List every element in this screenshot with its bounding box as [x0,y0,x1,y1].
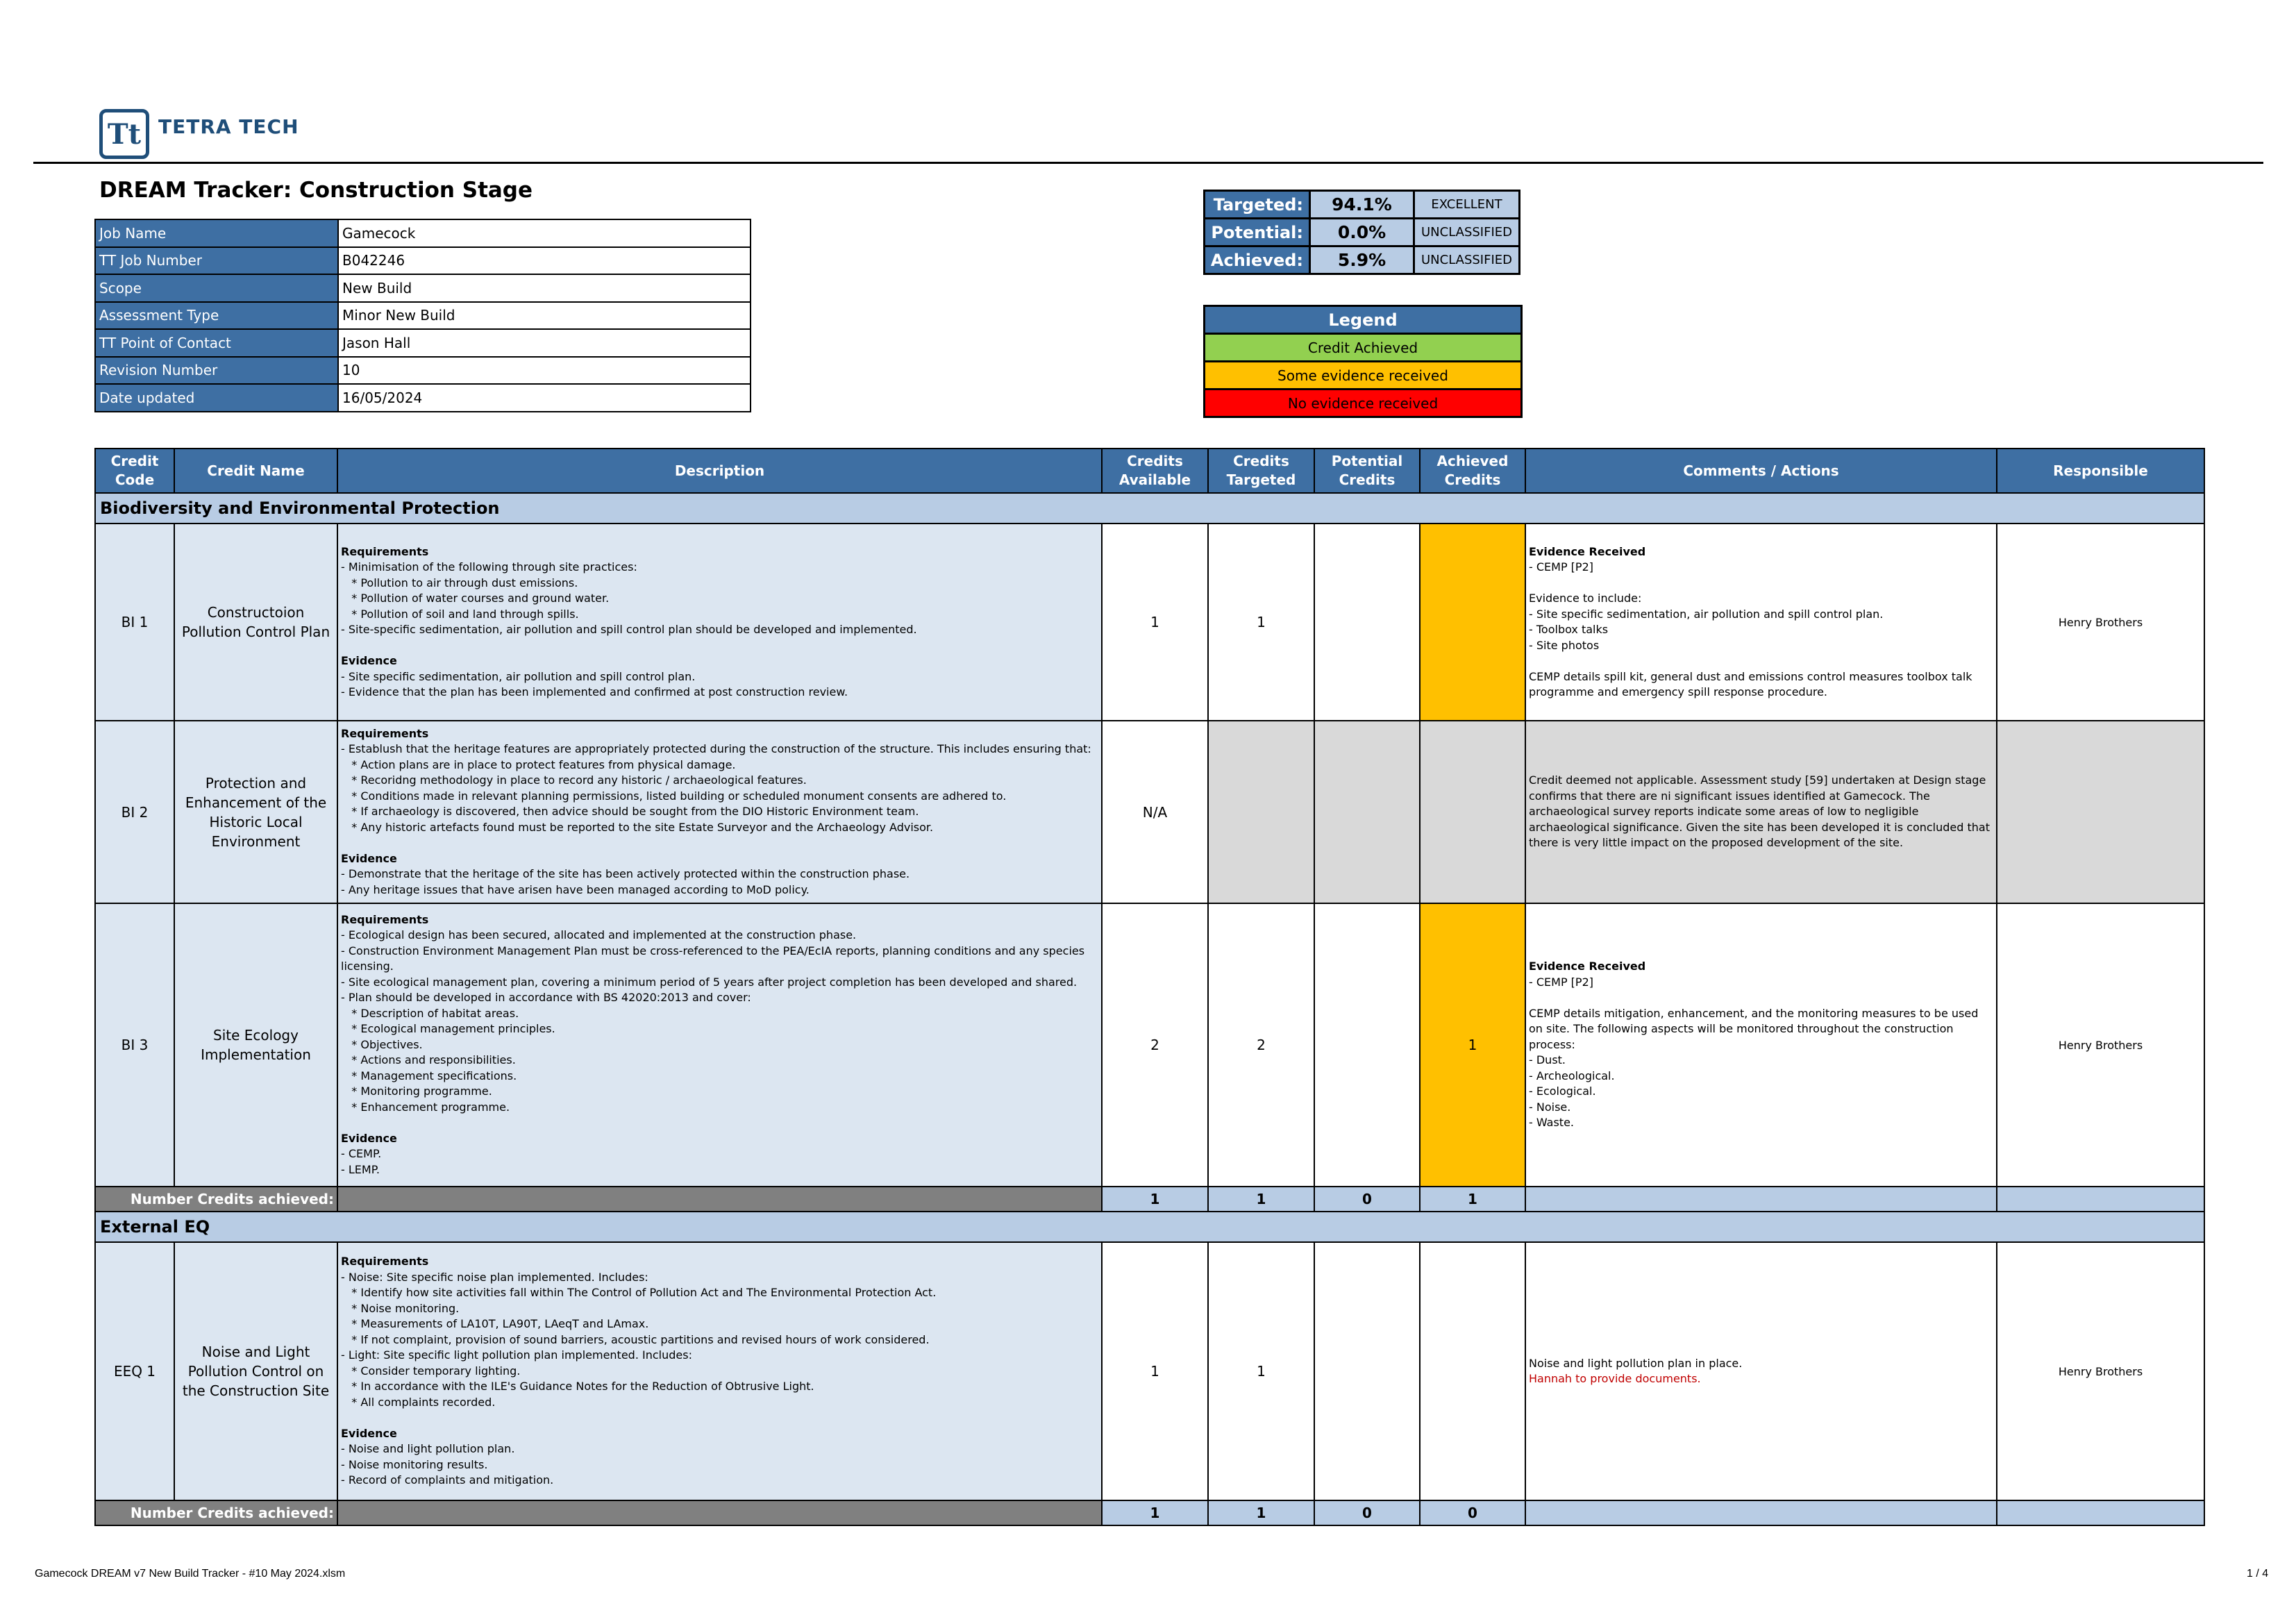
total-achieved: 1 [1420,1187,1525,1212]
score-percent: 0.0% [1310,219,1414,246]
score-row-potential [1205,219,1520,246]
total-potential: 0 [1314,1500,1420,1525]
desc-evidence-heading: Evidence [341,654,397,667]
comment-text: Credit deemed not applicable. Assessment study [59] undertaken at Design stage confirms that there are ni significant issues identified at Gamecock. The archaeological survey reports indicate some areas of low to negligible archaeological significance. Given the site has been developed it is concluded that there is very little impact on the proposed development of the site. [1529,773,1994,850]
comments-actions[interactable] [1525,524,1997,721]
totals-responsible-spacer [1997,1187,2204,1212]
info-label: Date updated [95,384,338,412]
info-value[interactable]: Jason Hall [338,329,751,357]
comment-action-note: Hannah to provide documents. [1529,1372,1701,1385]
table-row [95,1242,2204,1500]
credit-code: BI 3 [95,903,174,1187]
score-percent: 5.9% [1310,246,1414,274]
score-summary-table [1203,190,1520,275]
legend-credit-achieved: Credit Achieved [1205,334,1522,362]
credits-targeted[interactable]: 1 [1208,524,1314,721]
achieved-credits[interactable] [1420,721,1525,903]
totals-label: Number Credits achieved: [95,1187,337,1212]
responsible[interactable]: Henry Brothers [1997,524,2204,721]
info-row [95,302,751,330]
credit-name: Site Ecology Implementation [174,903,337,1187]
desc-requirements-text: - Noise: Site specific noise plan implemented. Includes: * Identify how site activities fall within The Control of Pollution Act and The Environmental Protection Act. * Noise monitoring. * Measurements of LA10T, LA90T, LAeqT and LAmax. * If not complaint, provision of sound barriers, acoustic partitions and revised hours of work considered. - Light: Site specific light pollution plan implemented. Includes: * Consider temporary lighting. * In accordance with the ILE's Guidance Notes for the Reduction of Obtrusive Light. * All complaints recorded. [341,1270,937,1409]
score-row-targeted [1205,191,1520,219]
credits-targeted[interactable]: 1 [1208,1242,1314,1500]
achieved-credits[interactable]: 1 [1420,903,1525,1187]
totals-row [95,1187,2204,1212]
legend-title: Legend [1205,306,1522,334]
section-title: External EQ [95,1212,2204,1242]
logo-mark: Tt [107,117,142,151]
comment-heading: Evidence Received [1529,960,1646,973]
score-rating: UNCLASSIFIED [1414,246,1520,274]
total-targeted: 1 [1208,1500,1314,1525]
table-row [95,524,2204,721]
col-credit-name: Credit Name [174,449,337,493]
credit-code: BI 1 [95,524,174,721]
credit-name: Constructoion Pollution Control Plan [174,524,337,721]
achieved-credits[interactable] [1420,524,1525,721]
comment-text: - CEMP [P2] Evidence to include: - Site specific sedimentation, air pollution and spill control plan. - Toolbox talks - Site photos CEMP details spill kit, general dust and emissions control measures toolbox talk programme and emergency spill response procedure. [1529,560,1972,698]
totals-comment-spacer [1525,1187,1997,1212]
info-label: Assessment Type [95,302,338,330]
col-credits-available: Credits Available [1102,449,1208,493]
credits-table [94,448,2205,1526]
info-label: Job Name [95,219,338,247]
desc-requirements-heading: Requirements [341,726,429,740]
info-value[interactable]: 16/05/2024 [338,384,751,412]
footer-page-number: 1 / 4 [2247,1568,2269,1580]
credit-code: BI 2 [95,721,174,903]
score-label: Targeted: [1205,191,1310,219]
comment-text: Noise and light pollution plan in place. [1529,1356,1743,1370]
info-value[interactable]: Minor New Build [338,302,751,330]
score-percent: 94.1% [1310,191,1414,219]
credits-available[interactable]: 1 [1102,1242,1208,1500]
potential-credits[interactable] [1314,524,1420,721]
brand-name: TETRA TECH [158,115,299,138]
footer-filename: Gamecock DREAM v7 New Build Tracker - #10 May 2024.xlsm [35,1568,346,1580]
table-header-row [95,449,2204,493]
col-credit-code: Credit Code [95,449,174,493]
responsible[interactable]: Henry Brothers [1997,903,2204,1187]
credits-targeted[interactable] [1208,721,1314,903]
comment-heading: Evidence Received [1529,544,1646,558]
score-rating: UNCLASSIFIED [1414,219,1520,246]
info-value[interactable]: B042246 [338,247,751,275]
info-label: TT Job Number [95,247,338,275]
totals-comment-spacer [1525,1500,1997,1525]
info-label: TT Point of Contact [95,329,338,357]
desc-requirements-heading: Requirements [341,544,429,558]
desc-evidence-text: - Site specific sedimentation, air pollution and spill control plan. - Evidence that the plan has been implemented and confirmed at post construction review. [341,669,848,698]
total-achieved: 0 [1420,1500,1525,1525]
tetra-tech-logo-icon [99,109,149,159]
totals-responsible-spacer [1997,1500,2204,1525]
score-label: Achieved: [1205,246,1310,274]
score-rating: EXCELLENT [1414,191,1520,219]
potential-credits[interactable] [1314,1242,1420,1500]
desc-requirements-heading: Requirements [341,912,429,926]
col-credits-targeted: Credits Targeted [1208,449,1314,493]
desc-evidence-text: - Demonstrate that the heritage of the site has been actively protected within the construction phase. - Any heritage issues that have arisen have been managed according to MoD policy. [341,867,910,896]
credit-description [337,1242,1102,1500]
info-value[interactable]: Gamecock [338,219,751,247]
credit-description [337,903,1102,1187]
totals-row [95,1500,2204,1525]
total-available: 1 [1102,1500,1208,1525]
desc-evidence-text: - CEMP. - LEMP. [341,1147,382,1176]
totals-spacer [337,1187,1102,1212]
section-header-row [95,493,2204,524]
col-responsible: Responsible [1997,449,2204,493]
totals-label: Number Credits achieved: [95,1500,337,1525]
legend-some-evidence: Some evidence received [1205,362,1522,390]
header-divider [33,162,2263,164]
credits-available[interactable]: N/A [1102,721,1208,903]
desc-evidence-heading: Evidence [341,1426,397,1440]
potential-credits[interactable] [1314,721,1420,903]
credits-available[interactable]: 2 [1102,903,1208,1187]
col-potential-credits: Potential Credits [1314,449,1420,493]
totals-spacer [337,1500,1102,1525]
responsible[interactable]: Henry Brothers [1997,1242,2204,1500]
score-label: Potential: [1205,219,1310,246]
info-value[interactable]: 10 [338,357,751,385]
comments-actions[interactable] [1525,1242,1997,1500]
total-potential: 0 [1314,1187,1420,1212]
total-available: 1 [1102,1187,1208,1212]
potential-credits[interactable] [1314,903,1420,1187]
section-title: Biodiversity and Environmental Protection [95,493,2204,524]
info-row [95,329,751,357]
col-comments-actions: Comments / Actions [1525,449,1997,493]
info-label: Scope [95,274,338,302]
credits-targeted[interactable]: 2 [1208,903,1314,1187]
desc-requirements-text: - Establush that the heritage features are appropriately protected during the construction of the structure. This includes ensuring that: * Action plans are in place to protect features from physical damage. * Recoridng methodology in place to record any historic / archaeological features. * Conditions made in relevant planning permissions, listed building or scheduled monument consents are adhered to. * If archaeology is discovered, then advice should be sought from the DIO Historic Environment team. * Any historic artefacts found must be reported to the site Estate Surveyor and the Archaeology Advisor. [341,742,1091,834]
desc-evidence-heading: Evidence [341,1131,397,1145]
info-row [95,219,751,247]
table-row [95,721,2204,903]
achieved-credits[interactable] [1420,1242,1525,1500]
info-row [95,274,751,302]
col-description: Description [337,449,1102,493]
desc-requirements-heading: Requirements [341,1255,429,1269]
table-row [95,903,2204,1187]
legend-no-evidence: No evidence received [1205,390,1522,417]
section-header-row [95,1212,2204,1242]
legend-table [1203,305,1523,418]
credit-description [337,524,1102,721]
credit-name: Protection and Enhancement of the Historic Local Environment [174,721,337,903]
score-row-achieved [1205,246,1520,274]
credit-code: EEQ 1 [95,1242,174,1500]
comments-actions[interactable] [1525,721,1997,903]
info-value[interactable]: New Build [338,274,751,302]
info-row [95,357,751,385]
page-title: DREAM Tracker: Construction Stage [99,178,533,203]
desc-evidence-heading: Evidence [341,851,397,865]
job-info-table [94,219,751,412]
total-targeted: 1 [1208,1187,1314,1212]
info-label: Revision Number [95,357,338,385]
comments-actions[interactable] [1525,903,1997,1187]
credit-description [337,721,1102,903]
info-row [95,384,751,412]
info-row [95,247,751,275]
credit-name: Noise and Light Pollution Control on the Construction Site [174,1242,337,1500]
desc-evidence-text: - Noise and light pollution plan. - Noise monitoring results. - Record of complaints and mitigation. [341,1442,554,1487]
desc-requirements-text: - Ecological design has been secured, allocated and implemented at the construction phase. - Construction Environment Management Plan must be cross-referenced to the PEA/EcIA reports, planning conditions and any species licensing. - Site ecological management plan, covering a minimum period of 5 years after project completion has been developed and shared. - Plan should be developed in accordance with BS 42020:2013 and cover: * Description of habitat areas. * Ecological management principles. * Objectives. * Actions and responsibilities. * Management specifications. * Monitoring programme. * Enhancement programme. [341,928,1085,1114]
comment-text: - CEMP [P2] CEMP details mitigation, enhancement, and the monitoring measures to be used on site. The following aspects will be monitored throughout the construction process: - Dust. - Archeological. - Ecological. - Noise. - Waste. [1529,975,1979,1130]
col-achieved-credits: Achieved Credits [1420,449,1525,493]
desc-requirements-text: - Minimisation of the following through site practices: * Pollution to air through dust emissions. * Pollution of water courses and ground water. * Pollution of soil and land through spills. - Site-specific sedimentation, air pollution and spill control plan should be developed and implemented. [341,560,917,636]
credits-available[interactable]: 1 [1102,524,1208,721]
responsible[interactable] [1997,721,2204,903]
